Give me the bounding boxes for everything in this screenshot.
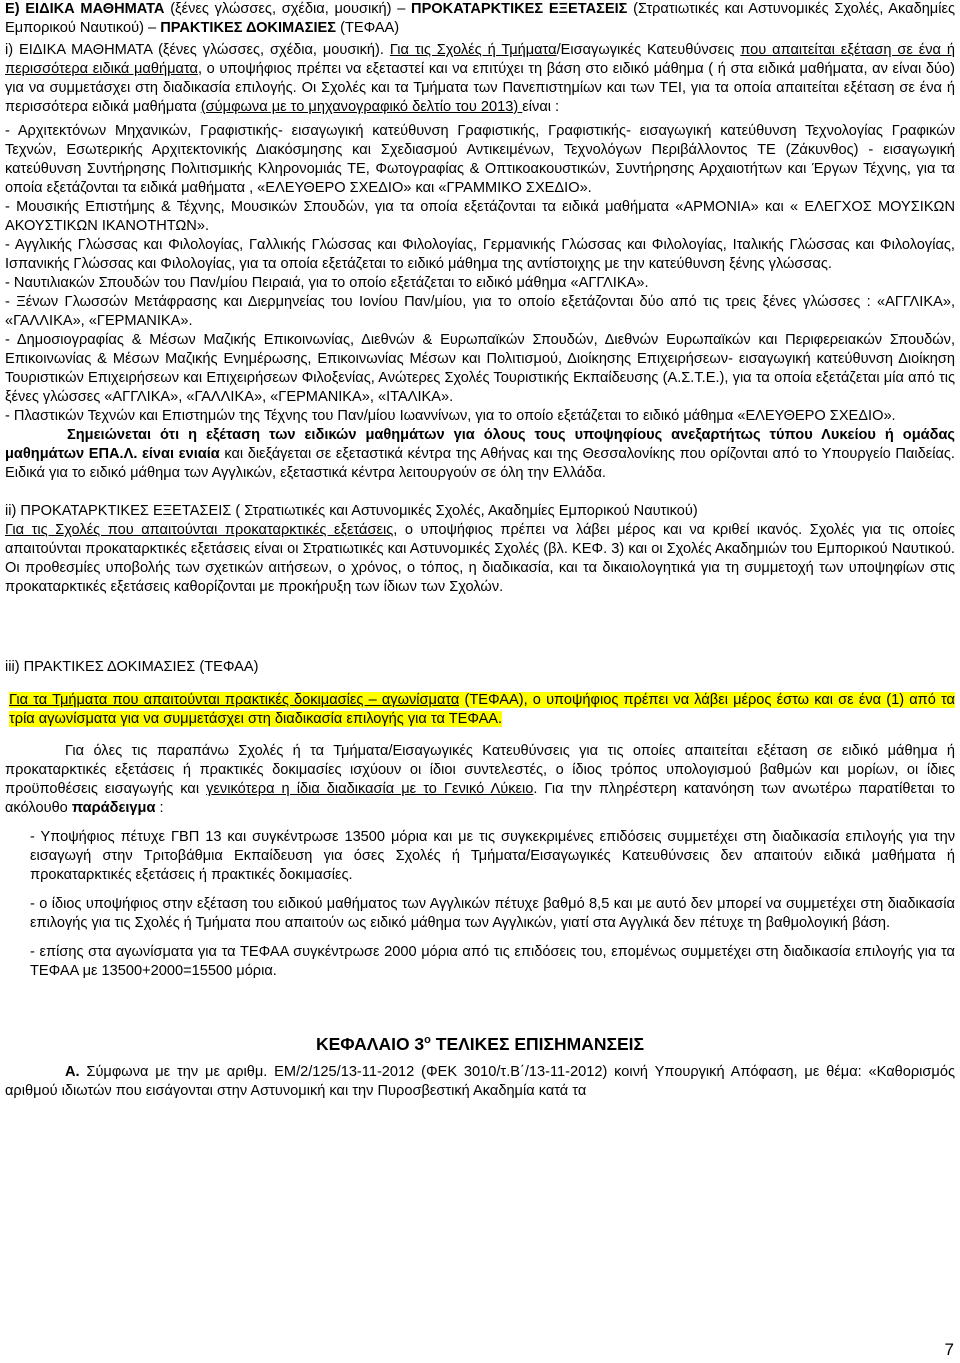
heading-e-schools: (Στρατιωτικές και Αστυνομικές Σχολές, Ακαδημίες Εμπορικού Ναυτικού) – <box>5 1 956 36</box>
spacer <box>5 933 955 943</box>
section-iii-example-label: παράδειγμα <box>71 800 156 816</box>
example-item: - Υποψήφιος πέτυχε ΓΒΠ 13 και συγκέντρωσε 13500 μόρια και με τις συγκεκριμένες επιδόσεις συμμετέχει στη διαδικασία επιλογής για την εισαγωγή στην Τριτοβάθμια Εκπαίδευση για όσες Σχολές ή Τμήματα/Εισαγωγικές Κατευθύνσεις δεν απαιτούν ειδικά μαθήματα ή προκαταρκτικές εξετάσεις ή πρακτικές δοκιμασίες. <box>30 829 955 883</box>
spacer <box>5 885 955 895</box>
spacer <box>5 635 955 658</box>
document-page <box>5 0 955 1101</box>
section-i-note-bold: Σημειώνεται ότι η εξέταση των ειδικών μαθημάτων για όλους τους υποψηφίους ανεξαρτήτως τύπου Λυκείου ή ομάδας μαθημάτων ΕΠΑ.Λ. είναι ενιαία <box>5 427 955 462</box>
section-iii-text-b: . Για την πληρέστερη κατανόηση των ανωτέρω παρατίθεται το ακόλουθο <box>5 781 955 816</box>
section-ii-heading: ii) ΠΡΟΚΑΤΑΡΚΤΙΚΕΣ ΕΞΕΤΑΣΕΙΣ ( Στρατιωτικές και Αστυνομικές Σχολές, Ακαδημίες Εμπορικού Ναυτικού) <box>5 503 698 519</box>
section-iii-highlight <box>5 691 955 729</box>
spacer <box>5 483 955 502</box>
chapter-title-pre: ΚΕΦΑΛΑΙΟ 3 <box>315 1034 425 1054</box>
final-label: Α. <box>65 1064 80 1080</box>
section-i-underline-2: που απαιτείται εξέταση σε ένα ή περισσότερα ειδικά μαθήματα <box>5 42 955 77</box>
spacer <box>5 818 955 828</box>
list-item: - Μουσικής Επιστήμης & Τέχνης, Μουσικών Σπουδών, για τα οποία εξετάζονται τα ειδικά μαθήματα «ΑΡΜΟΝΙΑ» και « ΕΛΕΓΧΟΣ ΜΟΥΣΙΚΩΝ ΑΚΟΥΣΤΙΚΩΝ ΙΚΑΝΟΤΗΤΩΝ». <box>5 199 955 234</box>
section-iii-highlight-underline: Για τα Τμήματα που απαιτούνται πρακτικές δοκιμασίες – αγωνίσματα <box>9 692 460 708</box>
list-item: - Αγγλικής Γλώσσας και Φιλολογίας, Γαλλικής Γλώσσας και Φιλολογίας, Γερμανικής Γλώσσας και Φιλολογίας, Ιταλικής Γλώσσας και Φιλολογίας, Ισπανικής Γλώσσας και Φιλολογίας, για τα οποία εξετάζεται το ειδικό μάθημα της αντίστοιχης με την κατεύθυνση ξένης γλώσσας. <box>5 237 955 272</box>
section-i-underline-1: Για τις Σχολές ή Τμήματα <box>389 42 557 58</box>
list-item: - Πλαστικών Τεχνών και Επιστημών της Τέχνης του Παν/μίου Ιωαννίνων, για το οποίο εξετάζεται το ειδικό μάθημα «ΕΛΕΥΘΕΡΟ ΣΧΕΔΙΟ». <box>5 408 896 424</box>
list-item: - Δημοσιογραφίας & Μέσων Μαζικής Επικοινωνίας, Διεθνών & Ευρωπαϊκών Σπουδών, Διεθνών Ευρωπαϊκών και Περιφερειακών Σπουδών, Επικοινωνίας & Μέσων Μαζικής Ενημέρωσης, Επικοινωνίας Μέσων και Πολιτισμού, Διοίκησης Επιχειρήσεων- εισαγωγική κατεύθυνση Διοίκηση Τουριστικών Επιχειρήσεων και Επιχειρήσεων Φιλοξενίας, Ανώτερες Σχολές Τουριστικής Εκπαίδευσης (Α.Σ.Τ.Ε.), για τα οποία εξετάζεται μία από τις ξένες γλώσσες «ΑΓΓΛΙΚΑ», «ΓΑΛΛΙΚΑ», «ΓΕΡΜΑΝΙΚΑ», «ΙΤΑΛΙΚΑ». <box>5 332 955 405</box>
section-iii-text-c: : <box>155 800 164 816</box>
section-ii-underline: Για τις Σχολές που απαιτούνται προκαταρκτικές εξετάσεις <box>5 522 394 538</box>
list-item: - Ξένων Γλωσσών Μετάφρασης και Διερμηνείας του Ιονίου Παν/μίου, για το οποίο εξετάζονται δύο από τις τρεις ξένες γλώσσες : «ΑΓΓΛΙΚΑ», «ΓΑΛΛΙΚΑ», «ΓΕΡΜΑΝΙΚΑ». <box>5 294 955 329</box>
spacer <box>5 1055 955 1063</box>
heading-e-practical: ΠΡΑΚΤΙΚΕΣ ΔΟΚΙΜΑΣΙΕΣ <box>160 20 337 36</box>
section-ii-text: , ο υποψήφιος πρέπει να λάβει μέρος και να κριθεί ικανός. Σχολές για τις οποίες απαιτούνται προκαταρκτικές εξετάσεις είναι οι Στρατιωτικές και Αστυνομικές Σχολές (βλ. ΚΕΦ. 3) και οι Σχολές Ακαδημιών του Εμπορικού Ναυτικού. Οι προθεσμίες υποβολής των σχετικών αιτήσεων, ο χρόνος, ο τόπος, η διαδικασία, και τα δικαιολογητικά για τη συμμετοχή των υποψηφίων στις προκαταρκτικές εξετάσεις καθορίζονται με προκήρυξη των ίδιων των Σχολών. <box>5 522 955 595</box>
chapter-title-post: ΤΕΛΙΚΕΣ ΕΠΙΣΗΜΑΝΣΕΙΣ <box>430 1034 645 1054</box>
section-i-paragraph <box>5 41 955 117</box>
section-iii-underline: γενικότερα η ίδια διαδικασία με το Γενικό Λύκειο <box>206 781 534 797</box>
section-i-intro: i) ΕΙΔΙΚΑ ΜΑΘΗΜΑΤΑ (ξένες γλώσσες, σχέδια, μουσική). <box>5 42 390 58</box>
spacer <box>5 677 955 691</box>
chapter-title-sup: ο <box>424 1034 431 1047</box>
spacer <box>5 616 955 635</box>
heading-e-subtitle: (ξένες γλώσσες, σχέδια, μουσική) – <box>164 1 412 17</box>
example-item: - επίσης στα αγωνίσματα για τα ΤΕΦΑΑ συγκέντρωσε 2000 μόρια από τις επιδόσεις του, επομένως συμμετέχει στη διαδικασία επιλογής για τα ΤΕΦΑΑ με 13500+2000=15500 μόρια. <box>30 944 955 979</box>
example-item: - ο ίδιος υποψήφιος στην εξέταση του ειδικού μαθήματος των Αγγλικών πέτυχε βαθμό 8,5 και με αυτό δεν μπορεί να συμμετέχει στη διαδικασία επιλογής για τις Σχολές ή Τμήματα που απαιτούν ως ειδικό μάθημα των Αγγλικών, γιατί στα Αγγλικά δεν πέτυχε τη βαθμολογική βάση. <box>30 896 955 931</box>
section-i-note <box>5 426 955 483</box>
spacer <box>5 729 955 742</box>
section-iii-highlight-text: (ΤΕΦΑΑ), ο υποψήφιος πρέπει να λάβει μέρος έστω και σε ένα (1) από τα τρία αγωνίσματα για να συμμετάσχει στη διαδικασία επιλογής για τα ΤΕΦΑΑ. <box>9 692 955 727</box>
final-text: Σύμφωνα με την με αριθμ. ΕΜ/2/125/13-11-2012 (ΦΕΚ 3010/τ.Β΄/13-11-2012) κοινή Υπουργική Απόφαση, με θέμα: «Καθορισμός αριθμού ιδιωτών που εισάγονται στην Αστυνομική και την Πυροσβεστική Ακαδημία κατά τα <box>5 1064 955 1099</box>
section-i-text-1: /Εισαγωγικές Κατευθύνσεις <box>556 42 741 58</box>
section-i-text-2: , ο υποψήφιος πρέπει να εξεταστεί και να επιτύχει τη βάση στο ειδικό μάθημα ( ή στα ειδικά μαθήματα, αν είναι δύο) για να συμμετάσχει στη διαδικασία επιλογής. Οι Σχολές και τα Τμήματα των Πανεπιστημίων και των ΤΕΙ, για τα οποία απαιτείται εξέταση σε ένα ή περισσότερα ειδικά μαθήματα <box>5 61 955 115</box>
heading-e-prelim: ΠΡΟΚΑΤΑΡΚΤΙΚΕΣ ΕΞΕΤΑΣΕΙΣ <box>411 1 628 17</box>
section-iii-text-a: Για όλες τις παραπάνω Σχολές ή τα Τμήματα/Εισαγωγικές Κατευθύνσεις για τις οποίες απαιτείται εξέταση σε ειδικό μάθημα ή προκαταρκτικές εξετάσεις ή πρακτικές δοκιμασίες ισχύουν οι ίδιοι συντελεστές, ο ίδιος τρόπος υπολογισμού βαθμών και μορίων, οι ίδιες προϋποθέσεις εισαγωγής και <box>5 743 955 797</box>
section-ii-paragraph <box>5 521 955 597</box>
heading-e-title: Ε) ΕΙΔΙΚΑ ΜΑΘΗΜΑΤΑ <box>5 1 165 17</box>
heading-e <box>5 0 955 38</box>
page-number: 7 <box>944 1340 954 1359</box>
spacer <box>5 597 955 616</box>
heading-e-tefaa: (ΤΕΦΑΑ) <box>336 20 400 36</box>
section-i-underline-3: (σύμφωνα με το μηχανογραφικό δελτίο του 2013) <box>200 99 523 115</box>
chapter-title <box>5 1033 955 1055</box>
list-item: - Ναυτιλιακών Σπουδών του Παν/μίου Πειραιά, για το οποίο εξετάζεται το ειδικό μάθημα «ΑΓΓΛΙΚΑ». <box>5 275 649 291</box>
section-iii-heading: iii) ΠΡΑΚΤΙΚΕΣ ΔΟΚΙΜΑΣΙΕΣ (ΤΕΦΑΑ) <box>5 659 259 675</box>
section-iii-paragraph <box>5 742 955 818</box>
section-i-text-3: είναι : <box>522 99 560 115</box>
spacer <box>5 981 955 1033</box>
section-i-note-rest: και διεξάγεται σε εξεταστικά κέντρα της Αθήνας και της Θεσσαλονίκης που ορίζονται από το Υπουργείο Παιδείας. Ειδικά για το ειδικό μάθημα των Αγγλικών, εξεταστικά κέντρα λειτουργούν σε όλη την Ελλάδα. <box>5 446 955 481</box>
final-paragraph <box>5 1063 955 1101</box>
list-item: - Αρχιτεκτόνων Μηχανικών, Γραφιστικής- εισαγωγική κατεύθυνση Γραφιστικής, Γραφιστικής- εισαγωγική κατεύθυνση Τεχνολογίας Γραφικών Τεχνών, Εσωτερικής Αρχιτεκτονικής Διακόσμησης και Σχεδιασμού Αντικειμένων, Τεχνολόγων Περιβάλλοντος ΤΕ (Ζάκυνθος) - εισαγωγική κατεύθυνση Συντήρησης Πολιτισμικής Κληρονομιάς ΤΕ, Φωτογραφίας & Οπτικοακουστικών, Συντήρησης Αρχαιοτήτων και Έργων Τέχνης, για τα οποία εξετάζονται τα ειδικά μαθήματα , «ΕΛΕΥΘΕΡΟ ΣΧΕΔΙΟ» και «ΓΡΑΜΜΙΚΟ ΣΧΕΔΙΟ». <box>5 123 955 196</box>
